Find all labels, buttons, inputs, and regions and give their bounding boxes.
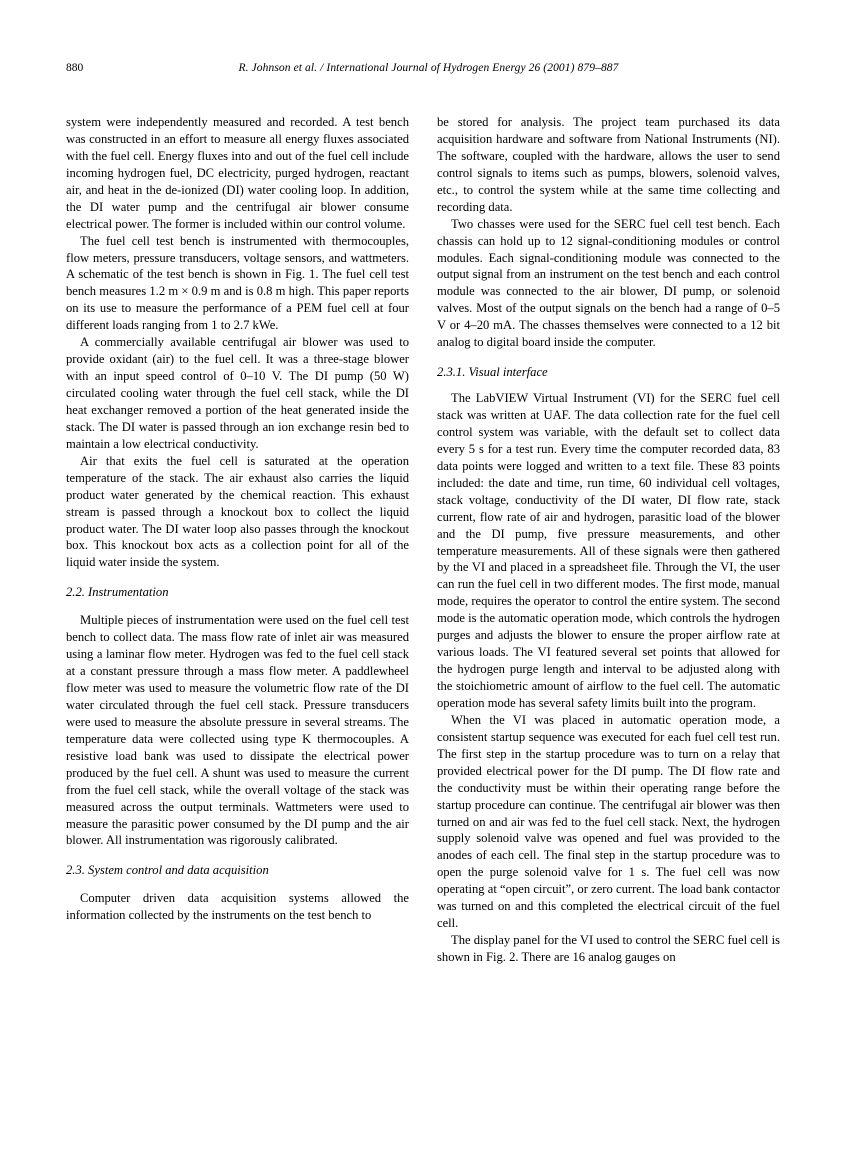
paragraph: The display panel for the VI used to control the SERC fuel cell is shown in Fig. 2. There are 16 analog gauges on (437, 933, 780, 964)
paragraph: Air that exits the fuel cell is saturated at the operation temperature of the stack. The air exhaust also carries the liquid product water generated by the chemical reaction. This exhaust stream is passed through a knockout box to collect the liquid product water. The DI water loop also passes through the knockout box. This knockout box acts as a collection point for all of the liquid water inside the system. (66, 453, 409, 570)
page-number: 880 (66, 62, 84, 74)
section-heading-2-3-1: 2.3.1. Visual interface (437, 365, 548, 380)
paragraph: system were independently measured and recorded. A test bench was constructed in an effort to measure all energy fluxes associated with the fuel cell. Energy fluxes into and out of the fuel cell include incoming hydrogen fuel, DC electricity, purged hydrogen, reactant air, and heat in the de-ionized (DI) water cooling loop. In addition, the DI water pump and the centrifugal air blower consume electrical power. The former is included within our control volume. (66, 115, 409, 231)
left-column (66, 114, 409, 924)
section-heading-2-2: 2.2. Instrumentation (66, 585, 169, 600)
right-column (437, 114, 780, 966)
paragraph: Two chasses were used for the SERC fuel cell test bench. Each chassis can hold up to 12 signal-conditioning modules or control modules. Each signal-conditioning module was connected to the output signal from an instrument on the test bench and each control module was connected to the air blower, DI pump, or solenoid valves. Most of the output signals on the bench had a range of 0–5 V or 4–20 mA. The chasses themselves were connected to a 12 bit analog to digital board inside the computer. (437, 216, 780, 350)
paragraph: Computer driven data acquisition systems allowed the information collected by the instruments on the test bench to (66, 891, 409, 923)
paragraph: The fuel cell test bench is instrumented with thermocouples, flow meters, pressure transducers, voltage sensors, and wattmeters. A schematic of the test bench is shown in Fig. 1. The fuel cell test bench measures 1.2 m × 0.9 m and is 0.8 m high. This paper reports on its use to measure the performance of a PEM fuel cell at four different loads ranging from 1 to 2.7 kWe. (66, 233, 409, 333)
section-heading-2-3: 2.3. System control and data acquisition (66, 863, 269, 878)
paragraph: Multiple pieces of instrumentation were used on the fuel cell test bench to collect data. The mass flow rate of inlet air was measured using a laminar flow meter. Hydrogen was fed to the fuel cell stack at a constant pressure through a mass flow meter. A paddlewheel flow meter was used to measure the volumetric flow rate of the DI water circulated through the fuel cell stack. Pressure transducers were used to measure the absolute pressure in several streams. The temperature data were collected using type K thermocouples. A resistive load bank was used to dissipate the electrical power produced by the fuel cell. A shunt was used to measure the current from the fuel cell stack, while the overall voltage of the stack was measured across the output terminals. Wattmeters were used to measure the parasitic power consumed by the DI pump and the air blower. All instrumentation was rigorously calibrated. (66, 613, 409, 848)
paragraph: When the VI was placed in automatic operation mode, a consistent startup sequence was executed for each fuel cell test run. The first step in the startup procedure was to turn on a relay that provided electrical power for the DI pump. The DI flow rate and the conductivity must be within their operating range before the startup procedure can continue. The centrifugal air blower was then turned on and air was fed to the fuel cell stack. Next, the hydrogen supply solenoid valve was opened and fuel was provided to the anodes of each cell. The final step in the startup procedure was to open the purge solenoid valve for 1 s. The fuel cell was now operating at “open circuit”, or zero current. The load bank contactor was turned on and this completed the electrical circuit of the fuel cell. (437, 712, 780, 931)
paragraph: A commercially available centrifugal air blower was used to provide oxidant (air) to the fuel cell. It was a three-stage blower with an input speed control of 0–10 V. The DI pump (50 W) circulated cooling water through the fuel cell stack, while the DI heat exchanger removed a portion of the heat generated inside the stack. The DI water is passed through an ion exchange resin bed to maintain a low electrical conductivity. (66, 335, 409, 451)
running-head (66, 62, 781, 78)
paragraph: The LabVIEW Virtual Instrument (VI) for the SERC fuel cell stack was written at UAF. The data collection rate for the fuel cell control system was variable, with the default set to collect data every 5 s for a test run. Every time the computer recorded data, 83 data points were logged and written to a text file. These 83 points included: the date and time, run time, 60 individual cell voltages, stack voltage, conductivity of the DI water, DI flow rate, stack current, flow rate of air and hydrogen, parasitic load of the blower and the DI pump, five pressure measurements, and other temperature measurements. All of these signals were then gathered by the VI and placed in a spreadsheet file. Through the VI, the user can run the fuel cell in two different modes. The first mode, manual mode, requires the operator to control the entire system. The second mode is the automatic operation mode, which controls the hydrogen purges and adjusts the blower to ensure the proper airflow rate at various loads. The VI featured several set points that allowed for the hydrogen purge length and interval to be adjusted along with the stoichiometric amount of airflow to the fuel cell. The automatic operation mode has several safety limits built into the program. (437, 391, 780, 710)
running-title: R. Johnson et al. / International Journal of Hydrogen Energy 26 (2001) 879–887 (238, 62, 619, 74)
two-column-body (66, 114, 781, 966)
paragraph: be stored for analysis. The project team purchased its data acquisition hardware and software from National Instruments (NI). The software, coupled with the hardware, allows the user to send control signals to items such as pumps, blowers, solenoid valves, etc., to control the system while at the same time collecting and recording data. (437, 115, 780, 214)
